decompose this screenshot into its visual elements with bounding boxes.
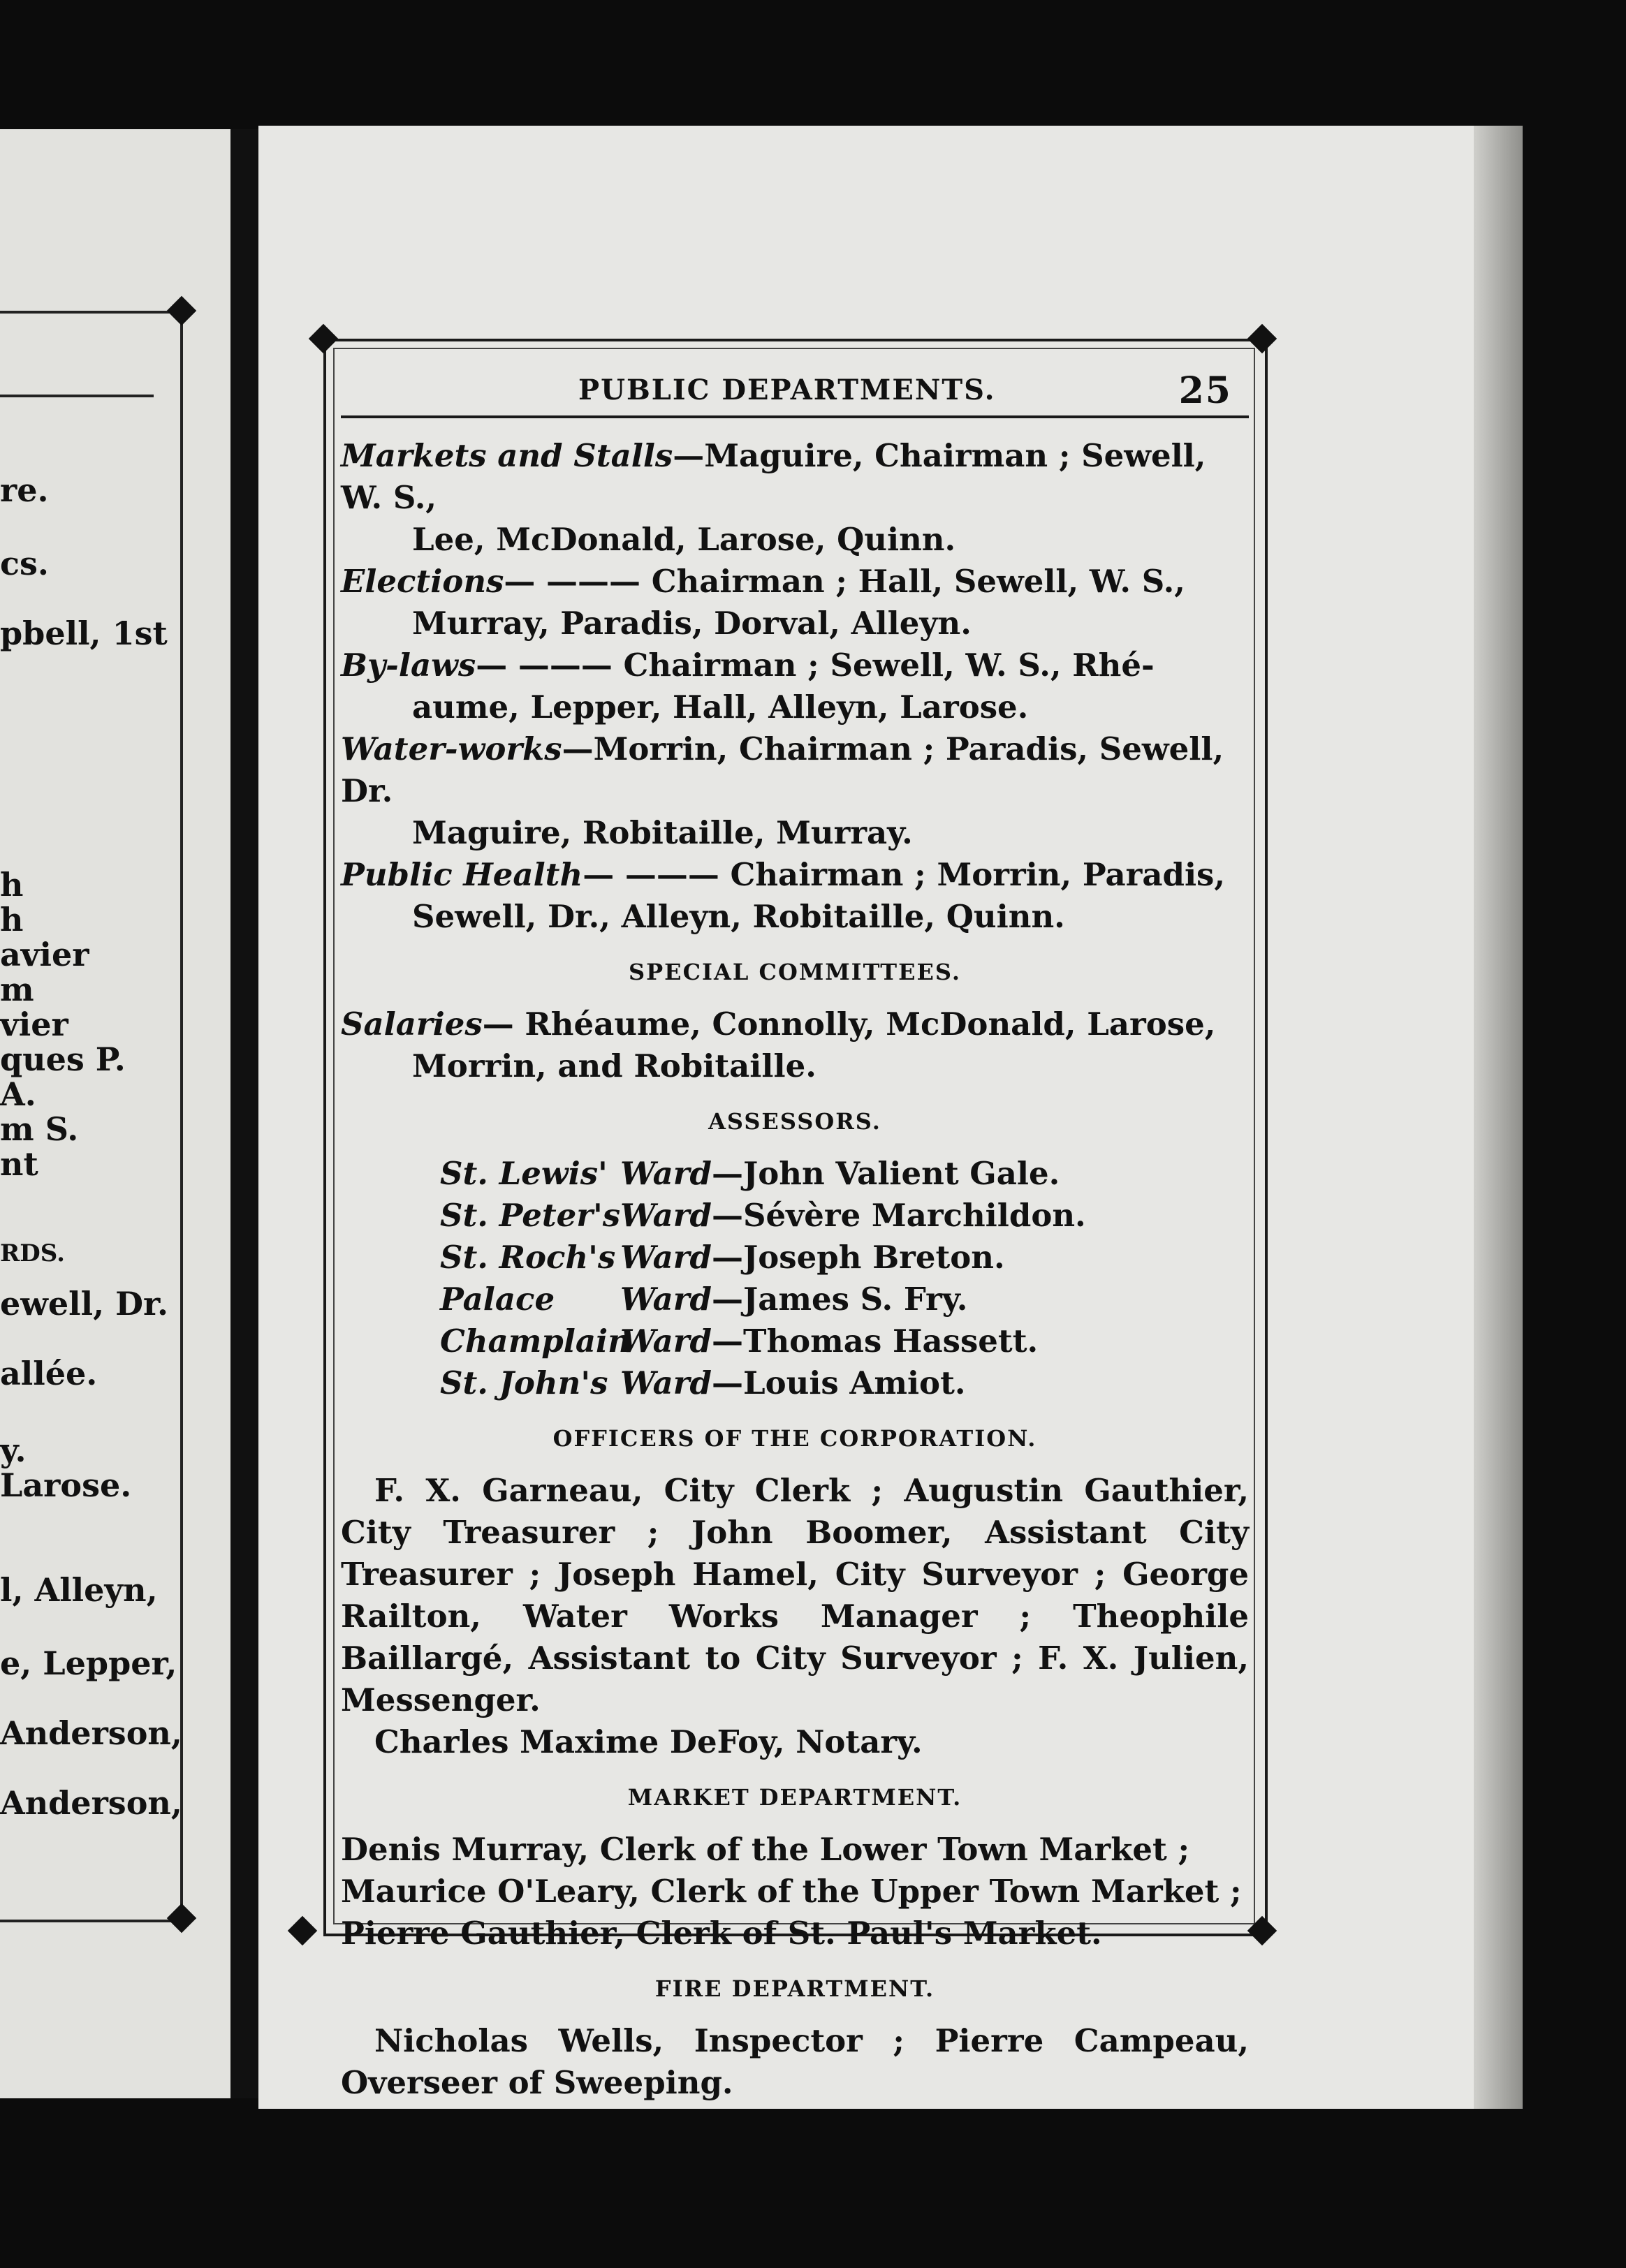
committee-label: Public Health: [341, 856, 583, 893]
ward-name: St. Lewis': [440, 1155, 608, 1192]
running-head: [341, 360, 1249, 418]
officers-notary: Charles Maxime DeFoy, Notary.: [374, 1723, 923, 1760]
fragment-line: h: [0, 866, 24, 904]
ward-name: Palace: [440, 1281, 555, 1318]
committee-members-cont: Morrin, and Robitaille.: [412, 1047, 816, 1084]
committee-entry: [341, 561, 1249, 645]
fragment-line: y.: [0, 1431, 27, 1469]
ward-word: Ward: [620, 1239, 712, 1276]
page-edge: [1474, 126, 1523, 2109]
fragment-line: Anderson,: [0, 1784, 182, 1822]
section-heading: MARKET DEPARTMENT.: [627, 1784, 962, 1811]
assessor-row: [341, 1279, 1249, 1320]
committee-members: — Rhéaume, Connolly, McDonald, Larose,: [482, 1006, 1216, 1043]
assessor-name: —James S. Fry.: [711, 1281, 968, 1318]
ward-name: Champlain: [440, 1323, 631, 1360]
assessors-list: [341, 1153, 1249, 1404]
fragment-line: A.: [0, 1075, 36, 1113]
ward-name: St. Roch's: [440, 1239, 616, 1276]
assessor-row: [341, 1195, 1249, 1237]
fragment-line: nt: [0, 1145, 38, 1183]
section-heading: SPECIAL COMMITTEES.: [629, 959, 961, 985]
section-heading: FIRE DEPARTMENT.: [654, 1975, 935, 2002]
committee-label: Water-works: [341, 730, 562, 767]
fragment-line: h: [0, 901, 24, 938]
fragment-line: cs.: [0, 545, 49, 582]
fragment-line: m S.: [0, 1110, 79, 1148]
fragment-line: allée.: [0, 1355, 98, 1392]
committee-entry: [341, 645, 1249, 728]
assessor-row: [341, 1153, 1249, 1195]
assessor-row: [341, 1320, 1249, 1362]
fragment-line: ques P.: [0, 1040, 126, 1078]
committee-members-cont: aume, Lepper, Hall, Alleyn, Larose.: [412, 688, 1029, 726]
market-line: Denis Murray, Clerk of the Lower Town Market ;: [341, 1831, 1190, 1868]
standing-committees: [341, 435, 1249, 938]
ward-name: St. Peter's: [440, 1197, 621, 1234]
ward-word: Ward: [620, 1323, 712, 1360]
assessor-name: —Thomas Hassett.: [711, 1323, 1039, 1360]
committee-label: By-laws: [341, 647, 476, 684]
committee-entry: [341, 435, 1249, 561]
assessor-row: [341, 1362, 1249, 1404]
page-content: [341, 360, 1249, 2104]
ward-name: St. John's: [440, 1364, 608, 1401]
assessor-name: —Joseph Breton.: [711, 1239, 1005, 1276]
committee-members: —Maguire, Chairman ; Sewell, W. S.,: [341, 437, 1206, 516]
assessor-row: [341, 1237, 1249, 1279]
market-line: Maurice O'Leary, Clerk of the Upper Town Market ;: [341, 1873, 1242, 1910]
assessor-name: —Sévère Marchildon.: [711, 1197, 1086, 1234]
fragment-line: Anderson,: [0, 1714, 182, 1752]
section-heading: ASSESSORS.: [708, 1108, 881, 1135]
page-number: 25: [1178, 369, 1232, 412]
ward-word: Ward: [620, 1281, 712, 1318]
committee-members: — ——— Chairman ; Hall, Sewell, W. S.,: [504, 563, 1185, 600]
committee-entry: [341, 854, 1249, 938]
officers-text: F. X. Garneau, City Clerk ; Augustin Gauthier, City Treasurer ; John Boomer, Assistant City Treasurer ; Joseph Hamel, City Surveyor ; George Railton, Water Works Manager ; Theophile Baillargé, Assistant to City Surveyor ; F. X. Julien, Messenger.: [341, 1472, 1249, 1718]
fire-department-text: Nicholas Wells, Inspector ; Pierre Campeau, Overseer of Sweeping.: [341, 2022, 1249, 2101]
fragment-line: vier: [0, 1006, 68, 1043]
previous-page-rule: [0, 395, 154, 397]
committee-members-cont: Lee, McDonald, Larose, Quinn.: [412, 521, 956, 558]
fragment-line: e, Lepper,: [0, 1644, 177, 1682]
corner-ornament-icon: [288, 1916, 317, 1945]
fragment-line: ewell, Dr.: [0, 1285, 169, 1323]
committee-members-cont: Maguire, Robitaille, Murray.: [412, 814, 913, 851]
book-gutter: [230, 129, 258, 2098]
committee-label: Markets and Stalls: [341, 437, 673, 474]
committee-members: — ——— Chairman ; Morrin, Paradis,: [583, 856, 1226, 893]
previous-page-fragment: [0, 129, 230, 2098]
running-head-title: PUBLIC DEPARTMENTS.: [578, 374, 996, 406]
committee-members-cont: Sewell, Dr., Alleyn, Robitaille, Quinn.: [412, 898, 1065, 935]
committee-members-cont: Murray, Paradis, Dorval, Alleyn.: [412, 605, 972, 642]
book-page: [258, 126, 1474, 2109]
fragment-line: l, Alleyn,: [0, 1571, 158, 1609]
section-heading: OFFICERS OF THE CORPORATION.: [552, 1425, 1037, 1452]
fragment-line: m: [0, 971, 34, 1008]
market-line: Pierre Gauthier, Clerk of St. Paul's Market.: [341, 1915, 1102, 1952]
ward-word: Ward: [620, 1197, 712, 1234]
committee-entry: [341, 1003, 1249, 1087]
assessor-name: —John Valient Gale.: [711, 1155, 1060, 1192]
committee-entry: [341, 728, 1249, 854]
committee-label: Elections: [341, 563, 504, 600]
committee-label: Salaries: [341, 1006, 483, 1043]
fragment-line: Larose.: [0, 1466, 132, 1504]
fragment-line: pbell, 1st: [0, 614, 168, 652]
fragment-line: avier: [0, 936, 89, 973]
ward-word: Ward: [620, 1155, 712, 1192]
committee-members: — ——— Chairman ; Sewell, W. S., Rhé-: [476, 647, 1155, 684]
committee-members: —Morrin, Chairman ; Paradis, Sewell, Dr.: [341, 730, 1224, 809]
ward-word: Ward: [620, 1364, 712, 1401]
fragment-line: RDS.: [0, 1239, 65, 1267]
fragment-line: re.: [0, 471, 49, 509]
assessor-name: —Louis Amiot.: [711, 1364, 966, 1401]
